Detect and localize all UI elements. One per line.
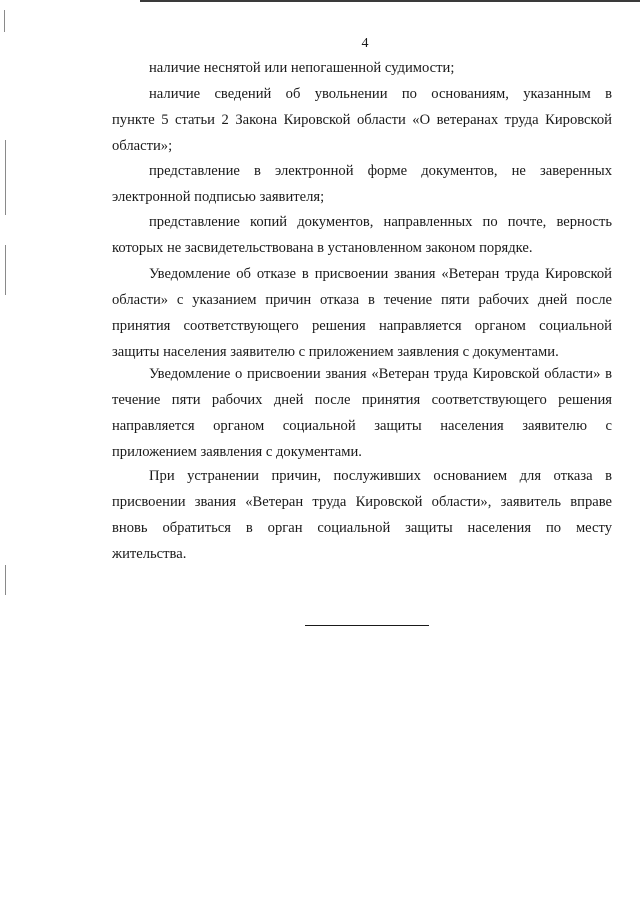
text-line: наличие неснятой или непогашенной судимости; (149, 60, 455, 76)
text-line: области»; (112, 138, 173, 154)
scan-edge-mark (5, 565, 6, 595)
text-line: принятия соответствующего решения направляется органом социальной (112, 318, 612, 334)
text-line: представление копий документов, направленных по почте, верность (149, 214, 612, 230)
text-line: которых не засвидетельствована в установленном законом порядке. (112, 240, 533, 256)
page-number: 4 (361, 36, 369, 51)
text-line: При устранении причин, послуживших основанием для отказа в (149, 468, 612, 484)
text-line: приложением заявления с документами. (112, 444, 362, 460)
text-line: представление в электронной форме документов, не заверенных (149, 163, 612, 179)
text-line: жительства. (112, 546, 187, 562)
scan-edge-mark (4, 10, 5, 32)
paragraph-unsigned-documents (112, 158, 612, 210)
text-line: защиты населения заявителю с приложением заявления с документами. (112, 344, 559, 360)
text-line: области» с указанием причин отказа в течение пяти рабочих дней после (112, 292, 612, 308)
scan-top-border (140, 0, 640, 2)
text-line: течение пяти рабочих дней после принятия соответствующего решения (112, 392, 612, 408)
paragraph-reapplication (112, 463, 612, 567)
paragraph-award-notice (112, 361, 612, 465)
text-line: пункте 5 статьи 2 Закона Кировской области «О ветеранах труда Кировской (112, 112, 612, 128)
paragraph-uncertified-copies (112, 209, 612, 261)
text-line: направляется органом социальной защиты населения заявителю с (112, 418, 612, 434)
text-line: электронной подписью заявителя; (112, 189, 325, 205)
paragraph-no-criminal-record (112, 55, 612, 81)
document-end-rule (305, 625, 429, 626)
scan-edge-mark (5, 140, 6, 215)
text-line: Уведомление о присвоении звания «Ветеран труда Кировской области» в (149, 366, 612, 382)
text-line: вновь обратиться в орган социальной защиты населения по месту (112, 520, 612, 536)
paragraph-refusal-notice (112, 261, 612, 365)
scan-edge-mark (5, 245, 6, 295)
text-line: наличие сведений об увольнении по основаниям, указанным в (149, 86, 612, 102)
text-line: присвоении звания «Ветеран труда Кировской области», заявитель вправе (112, 494, 612, 510)
paragraph-dismissal-grounds (112, 81, 612, 159)
text-line: Уведомление об отказе в присвоении звания «Ветеран труда Кировской (149, 266, 612, 282)
